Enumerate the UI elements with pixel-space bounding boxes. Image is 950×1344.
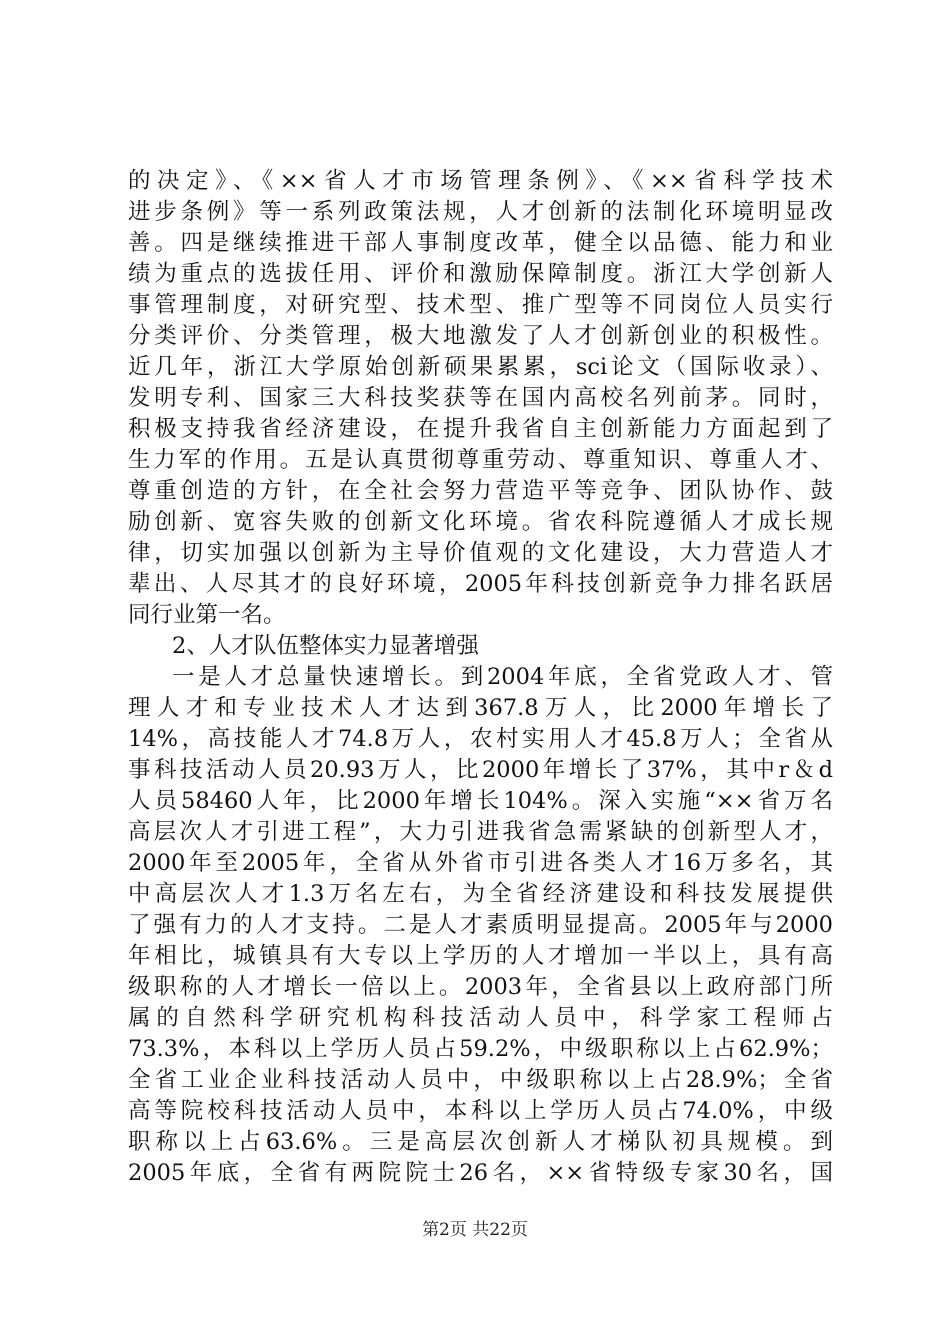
page-number-footer: 第2页 共22页 <box>422 1220 528 1240</box>
text-line: 同行业第一名。 <box>128 602 286 628</box>
text-line: 73.3%，本科以上学历人员占59.2%，中级职称以上占62.9%； <box>128 1036 833 1062</box>
text-line: 励创新、宽容失败的创新文化环境。省农科院遵循人才成长规 <box>128 509 833 535</box>
text-line: 理人才和专业技术人才达到367.8万人，比2000年增长了 <box>128 695 833 721</box>
text-line: 级职称的人才增长一倍以上。2003年，全省县以上政府部门所 <box>128 974 833 1000</box>
document-body <box>128 166 833 1189</box>
text-line: 高等院校科技活动人员中，本科以上学历人员占74.0%，中级 <box>128 1098 833 1124</box>
text-line: 尊重创造的方针，在全社会努力营造平等竞争、团队协作、鼓 <box>128 478 833 504</box>
text-line: 绩为重点的选拔任用、评价和激励保障制度。浙江大学创新人 <box>128 261 833 287</box>
text-line: 分类评价、分类管理，极大地激发了人才创新创业的积极性。 <box>128 323 833 349</box>
text-line: 年相比，城镇具有大专以上学历的人才增加一半以上，具有高 <box>128 943 833 969</box>
text-line: 善。四是继续推进干部人事制度改革，健全以品德、能力和业 <box>128 230 833 256</box>
text-line: 了强有力的人才支持。二是人才素质明显提高。2005年与2000 <box>128 912 833 938</box>
text-line: 中高层次人才1.3万名左右，为全省经济建设和科技发展提供 <box>128 881 833 907</box>
text-line: 进步条例》等一系列政策法规，人才创新的法制化环境明显改 <box>128 199 833 225</box>
text-line: 近几年，浙江大学原始创新硕果累累，sci论文（国际收录）、 <box>128 354 833 380</box>
text-line: 事管理制度，对研究型、技术型、推广型等不同岗位人员实行 <box>128 292 833 318</box>
text-line: 2000年至2005年，全省从外省市引进各类人才16万多名，其 <box>128 850 833 876</box>
text-line: 的决定》、《××省人才市场管理条例》、《××省科学技术 <box>128 168 833 194</box>
text-line: 14%，高技能人才74.8万人，农村实用人才45.8万人；全省从 <box>128 726 833 752</box>
text-line: 生力军的作用。五是认真贯彻尊重劳动、尊重知识、尊重人才、 <box>128 447 833 473</box>
text-line: 2005年底，全省有两院院士26名，××省特级专家30名，国 <box>128 1160 833 1186</box>
section-heading: 2、人才队伍整体实力显著增强 <box>172 633 479 659</box>
text-line: 积极支持我省经济建设，在提升我省自主创新能力方面起到了 <box>128 416 833 442</box>
text-line: 高层次人才引进工程”，大力引进我省急需紧缺的创新型人才， <box>128 819 833 845</box>
text-line: 律，切实加强以创新为主导价值观的文化建设，大力营造人才 <box>128 540 833 566</box>
text-line: 人员58460人年，比2000年增长104%。深入实施“××省万名 <box>128 788 833 814</box>
text-line: 辈出、人尽其才的良好环境，2005年科技创新竞争力排名跃居 <box>128 571 833 597</box>
text-line: 职称以上占63.6%。三是高层次创新人才梯队初具规模。到 <box>128 1129 833 1155</box>
text-line: 属的自然科学研究机构科技活动人员中，科学家工程师占 <box>128 1005 833 1031</box>
text-line: 发明专利、国家三大科技奖获等在国内高校名列前茅。同时， <box>128 385 833 411</box>
text-line: 事科技活动人员20.93万人，比2000年增长了37%，其中r＆d <box>128 757 833 783</box>
text-line: 全省工业企业科技活动人员中，中级职称以上占28.9%；全省 <box>128 1067 833 1093</box>
text-line: 一是人才总量快速增长。到2004年底，全省党政人才、管 <box>172 664 833 690</box>
